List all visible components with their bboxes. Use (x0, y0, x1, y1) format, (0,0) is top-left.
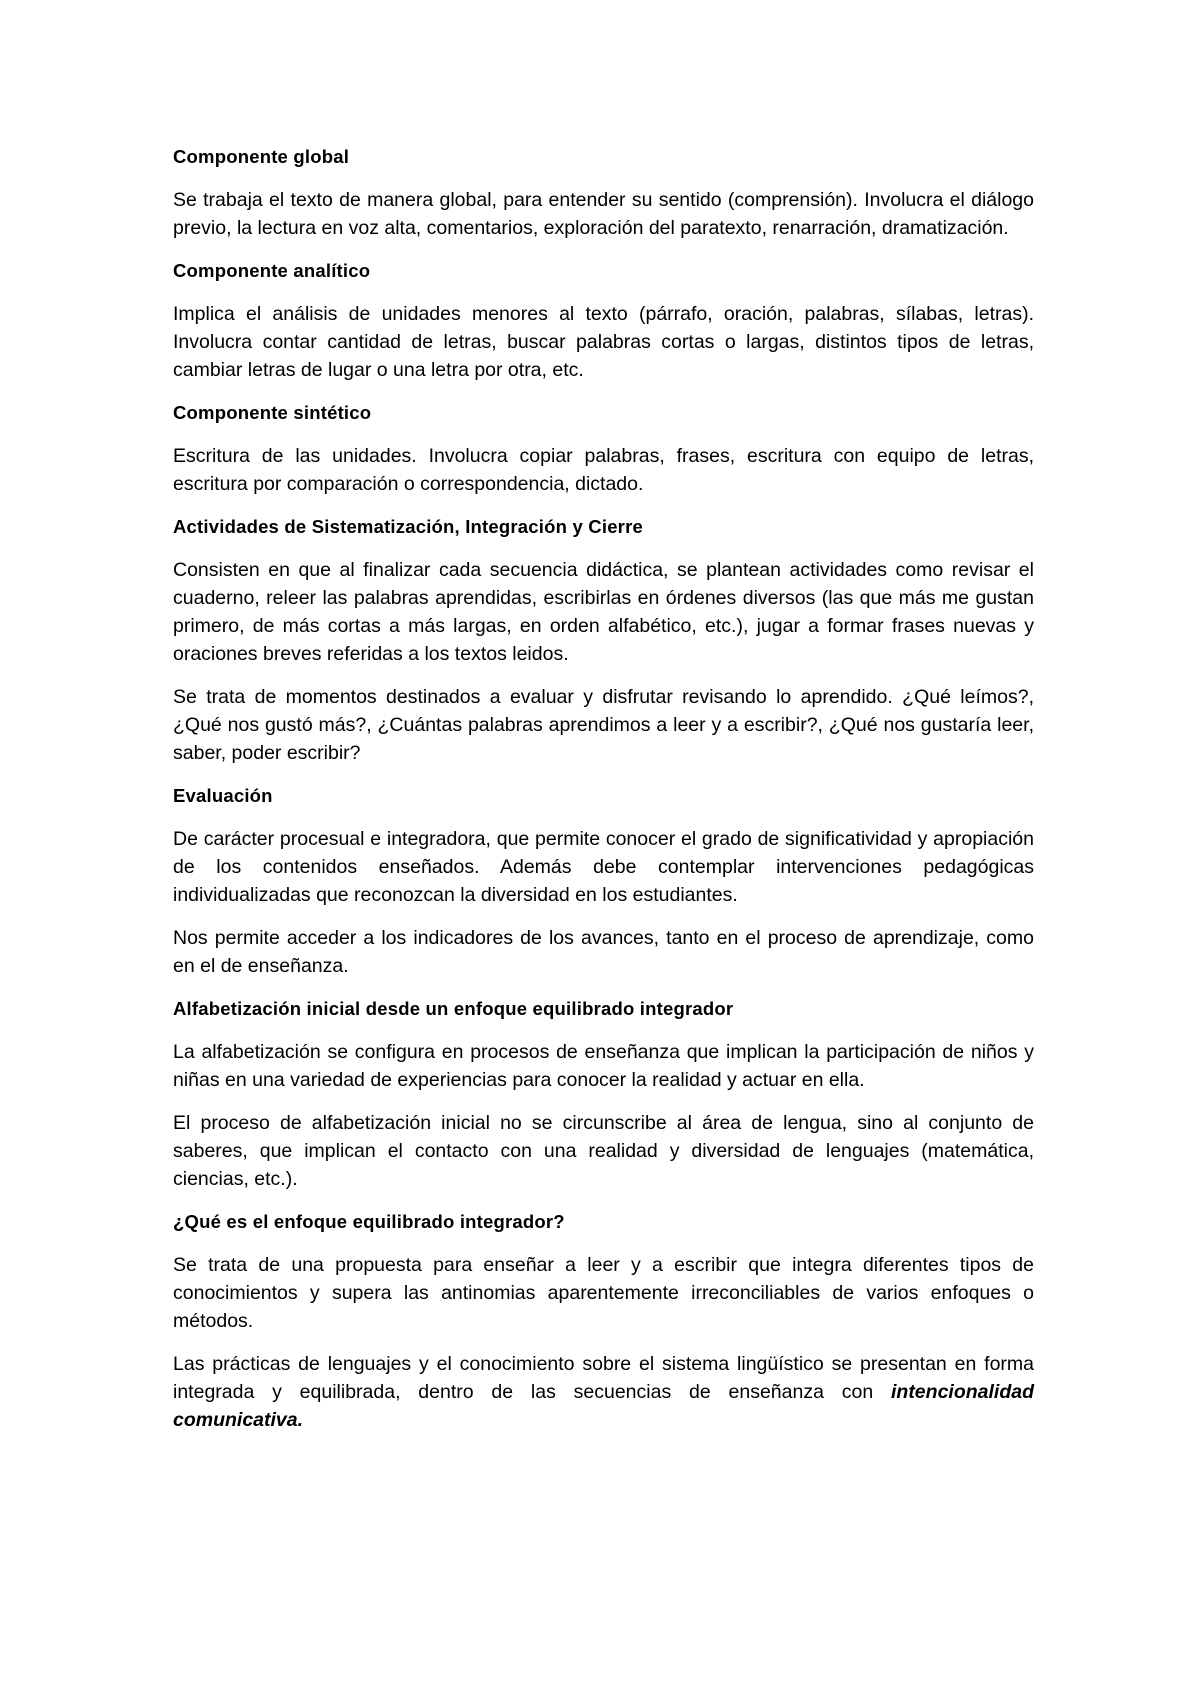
paragraph: Se trabaja el texto de manera global, para entender su sentido (comprensión). Involucra el diálogo previo, la lectura en voz alta, comentarios, exploración del paratexto, renarración, dramatización. (173, 189, 1034, 239)
heading-actividades: Actividades de Sistematización, Integración y Cierre (173, 516, 643, 537)
closing-text: Las prácticas de lenguajes y el conocimiento sobre el sistema lingüístico se presentan en forma integrada y equilibrada, dentro de las secuencias de enseñanza con (173, 1353, 1034, 1403)
closing-emphasis: intencionalidad comunicativa. (173, 1381, 1034, 1431)
heading-componente-global: Componente global (173, 146, 350, 167)
paragraph: Se trata de momentos destinados a evaluar y disfrutar revisando lo aprendido. ¿Qué leímos?, ¿Qué nos gustó más?, ¿Cuántas palabras aprendimos a leer y a escribir?, ¿Qué nos gustaría leer, saber, poder escribir? (173, 686, 1034, 764)
paragraph: Nos permite acceder a los indicadores de los avances, tanto en el proceso de aprendizaje, como en el de enseñanza. (173, 927, 1034, 977)
heading-evaluacion: Evaluación (173, 785, 273, 806)
heading-componente-sintetico: Componente sintético (173, 402, 372, 423)
closing-paragraph (173, 1350, 1034, 1434)
paragraph: Escritura de las unidades. Involucra copiar palabras, frases, escritura con equipo de letras, escritura por comparación o correspondencia, dictado. (173, 445, 1034, 495)
paragraph: Implica el análisis de unidades menores al texto (párrafo, oración, palabras, sílabas, letras). Involucra contar cantidad de letras, buscar palabras cortas o largas, distintos tipos de letras, cambiar letras de lugar o una letra por otra, etc. (173, 303, 1034, 381)
paragraph: De carácter procesual e integradora, que permite conocer el grado de significatividad y apropiación de los contenidos enseñados. Además debe contemplar intervenciones pedagógicas individualizadas que reconozcan la diversidad en los estudiantes. (173, 828, 1034, 906)
document-body (173, 143, 1034, 1449)
paragraph: El proceso de alfabetización inicial no se circunscribe al área de lengua, sino al conjunto de saberes, que implican el contacto con una realidad y diversidad de lenguajes (matemática, ciencias, etc.). (173, 1112, 1034, 1190)
paragraph: Consisten en que al finalizar cada secuencia didáctica, se plantean actividades como revisar el cuaderno, releer las palabras aprendidas, escribirlas en órdenes diversos (las que más me gustan primero, de más cortas a más largas, en orden alfabético, etc.), jugar a formar frases nuevas y oraciones breves referidas a los textos leidos. (173, 559, 1034, 665)
heading-alfabetizacion-inicial: Alfabetización inicial desde un enfoque equilibrado integrador (173, 998, 734, 1019)
heading-componente-analitico: Componente analítico (173, 260, 371, 281)
heading-enfoque-equilibrado: ¿Qué es el enfoque equilibrado integrador? (173, 1211, 565, 1232)
paragraph: La alfabetización se configura en procesos de enseñanza que implican la participación de niños y niñas en una variedad de experiencias para conocer la realidad y actuar en ella. (173, 1041, 1034, 1091)
paragraph: Se trata de una propuesta para enseñar a leer y a escribir que integra diferentes tipos de conocimientos y supera las antinomias aparentemente irreconciliables de varios enfoques o métodos. (173, 1254, 1034, 1332)
